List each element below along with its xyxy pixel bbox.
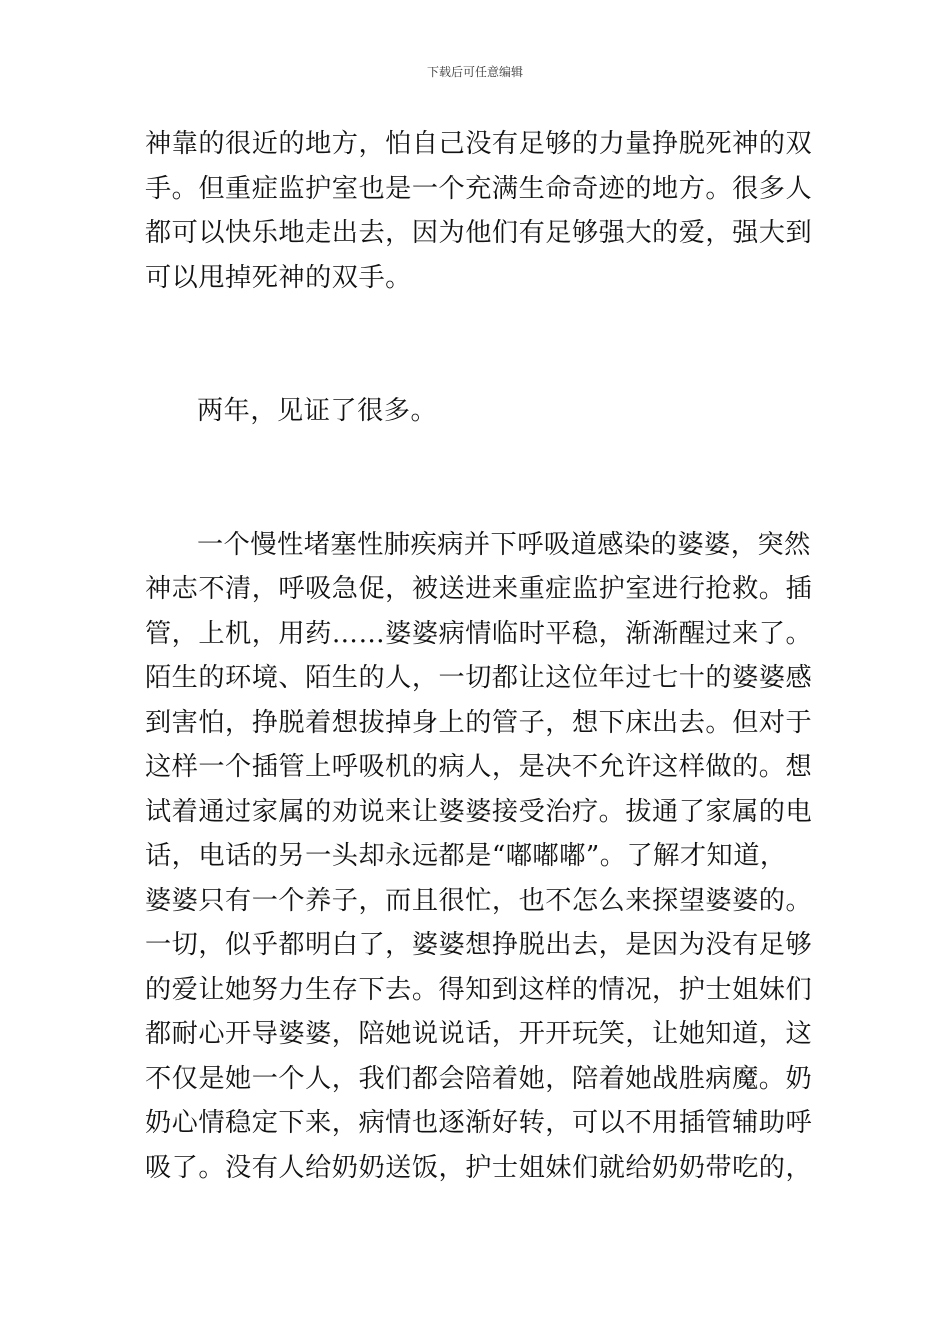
text-line: 到害怕，挣脱着想拔掉身上的管子，想下床出去。但对于 <box>145 707 813 738</box>
text-line: 的爱让她努力生存下去。得知到这样的情况，护士姐妹们 <box>145 974 813 1005</box>
text-line: 一切，似乎都明白了，婆婆想挣脱出去，是因为没有足够 <box>145 930 813 960</box>
paragraph-spacer <box>145 300 815 389</box>
text-line: 吸了。没有人给奶奶送饭，护士姐妹们就给奶奶带吃的， <box>145 1152 813 1183</box>
text-line: 不仅是她一个人，我们都会陪着她，陪着她战胜病魔。奶 <box>145 1063 813 1094</box>
paragraph-spacer <box>145 434 815 523</box>
document-body <box>145 122 815 1190</box>
text-line: 一个慢性堵塞性肺疾病并下呼吸道感染的婆婆，突然 <box>197 529 811 560</box>
text-line: 这样一个插管上呼吸机的病人，是决不允许这样做的。想 <box>145 752 813 782</box>
text-line: 两年，见证了很多。 <box>197 396 438 426</box>
page-header: 下载后可任意编辑 <box>426 65 523 79</box>
text-line: 管，上机，用药……婆婆病情临时平稳，渐渐醒过来了。 <box>145 618 813 649</box>
text-line: 都可以快乐地走出去，因为他们有足够强大的爱，强大到 <box>145 218 813 248</box>
text-line: 陌生的环境、陌生的人，一切都让这位年过七十的婆婆感 <box>145 663 813 693</box>
text-line: 试着通过家属的劝说来让婆婆接受治疗。拔通了家属的电 <box>145 796 813 827</box>
paragraph-grandma-story <box>145 523 815 1191</box>
paragraph-continuation <box>145 122 815 300</box>
paragraph-two-years <box>145 389 815 434</box>
text-line: 神靠的很近的地方，怕自己没有足够的力量挣脱死神的双 <box>145 129 813 159</box>
text-line: 奶心情稳定下来，病情也逐渐好转，可以不用插管辅助呼 <box>145 1108 813 1138</box>
text-line: 婆婆只有一个养子，而且很忙，也不怎么来探望婆婆的。 <box>145 885 813 916</box>
text-line: 手。但重症监护室也是一个充满生命奇迹的地方。很多人 <box>145 173 813 204</box>
text-line: 神志不清，呼吸急促，被送进来重症监护室进行抢救。插 <box>145 574 813 604</box>
text-line: 话，电话的另一头却永远都是“嘟嘟嘟”。了解才知道， <box>145 841 787 871</box>
text-line: 都耐心开导婆婆，陪她说说话，开开玩笑，让她知道，这 <box>145 1019 813 1049</box>
text-line: 可以甩掉死神的双手。 <box>145 262 412 293</box>
